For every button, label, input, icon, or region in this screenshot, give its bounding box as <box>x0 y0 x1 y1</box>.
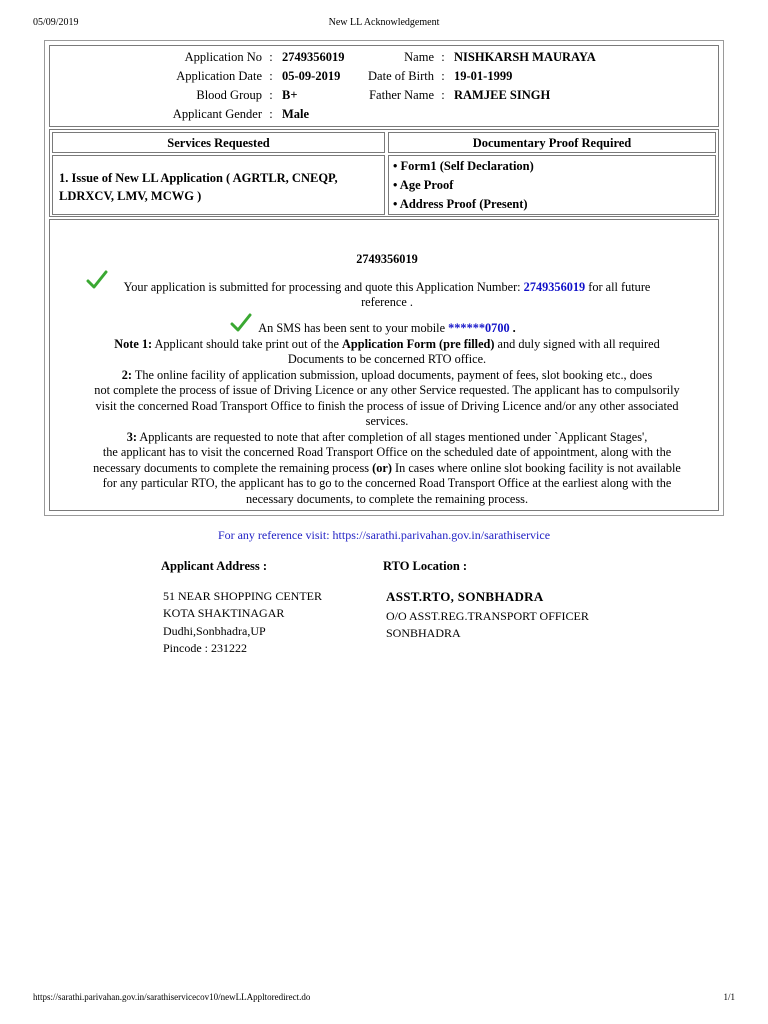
service-cell <box>52 155 385 215</box>
acknowledgement-container <box>44 40 724 516</box>
colon: : <box>269 50 273 64</box>
note2-label: 2: <box>121 368 132 382</box>
application-no-label: Application No <box>184 50 262 64</box>
father-name-label: Father Name <box>369 88 434 102</box>
note2-line4: services. <box>365 414 409 428</box>
dob-label: Date of Birth <box>368 69 434 83</box>
submit-text-end: for all future <box>585 280 651 294</box>
note2-line3: visit the concerned Road Transport Office to finish the process of issue of Driving Licence and/or any other associated <box>95 399 679 413</box>
gender-value: Male <box>282 107 310 121</box>
address-line: KOTA SHAKTINAGAR <box>163 606 285 620</box>
proof-cell <box>388 155 716 215</box>
documentary-proof-header: Documentary Proof Required <box>472 136 632 150</box>
submit-text: Your application is submitted for processing and quote this Application Number: <box>123 280 524 294</box>
sms-message <box>50 321 724 337</box>
gender-label: Applicant Gender <box>172 107 262 121</box>
app-number-heading: 2749356019 <box>356 252 418 266</box>
row-application-date <box>50 67 720 86</box>
colon: : <box>441 50 445 64</box>
submit-message-line2: reference . <box>361 295 413 309</box>
note1-text-end: and duly signed with all required <box>494 337 660 351</box>
applicant-address-heading: Applicant Address : <box>161 559 268 573</box>
note2-text: The online facility of application submission, upload documents, payment of fees, slot booking etc., does <box>132 368 653 382</box>
blood-group-value: B+ <box>282 88 298 102</box>
sms-text: An SMS has been sent to your mobile <box>258 321 449 335</box>
print-date: 05/09/2019 <box>33 17 79 28</box>
address-line: Pincode : 231222 <box>163 641 247 655</box>
name-value: NISHKARSH MAURAYA <box>454 50 596 64</box>
rto-address-line: SONBHADRA <box>386 626 461 640</box>
colon: : <box>269 88 273 102</box>
note3-text: necessary documents to complete the remaining process <box>93 461 373 475</box>
proof-item: • Form1 (Self Declaration) <box>393 159 534 173</box>
print-url: https://sarathi.parivahan.gov.in/sarathiservicecov10/newLLAppltoredirect.do <box>33 992 311 1002</box>
father-name-value: RAMJEE SINGH <box>454 88 551 102</box>
service-line-2: LDRXCV, LMV, MCWG ) <box>59 189 202 203</box>
reference-link[interactable]: For any reference visit: https://sarathi.parivahan.gov.in/sarathiservice <box>217 528 551 542</box>
row-application-no <box>50 48 720 67</box>
colon: : <box>269 69 273 83</box>
colon: : <box>269 107 273 121</box>
proof-header-cell <box>388 132 716 153</box>
colon: : <box>441 69 445 83</box>
note1-line1 <box>50 337 724 353</box>
note3-line2: the applicant has to visit the concerned Road Transport Office on the scheduled date of appointment, along with the <box>102 445 672 459</box>
application-date-label: Application Date <box>176 69 262 83</box>
note3-label: 3: <box>126 430 137 444</box>
note1-line2: Documents to be concerned RTO office. <box>287 352 487 366</box>
application-date-value: 05-09-2019 <box>282 69 341 83</box>
blood-group-label: Blood Group <box>196 88 262 102</box>
note3-or: (or) <box>372 461 392 475</box>
address-line: Dudhi,Sonbhadra,UP <box>163 624 266 638</box>
services-header-cell <box>52 132 385 153</box>
print-title: New LL Acknowledgement <box>328 17 440 28</box>
name-label: Name <box>404 50 434 64</box>
mobile-number: ******0700 <box>448 321 510 335</box>
message-box <box>49 219 719 511</box>
applicant-info-box <box>49 45 719 127</box>
page-number: 1/1 <box>723 992 735 1002</box>
rto-address-line: O/O ASST.REG.TRANSPORT OFFICER <box>386 609 589 623</box>
row-blood-group <box>50 86 720 105</box>
app-number-inline: 2749356019 <box>523 280 586 294</box>
note3-text-end: In cases where online slot booking facility is not available <box>391 461 681 475</box>
service-line-1: 1. Issue of New LL Application ( AGRTLR, CNEQP, <box>59 171 338 185</box>
note3-line4: for any particular RTO, the applicant has to go to the concerned Road Transport Office at the earliest along with the <box>102 476 672 490</box>
note1-label: Note 1: <box>114 337 153 351</box>
submit-message <box>50 280 724 296</box>
proof-item: • Age Proof <box>393 178 454 192</box>
services-requested-header: Services Requested <box>167 136 270 150</box>
note3-line5: necessary documents, to complete the remaining process. <box>245 492 529 506</box>
note3-line3 <box>50 461 724 477</box>
colon: : <box>441 88 445 102</box>
note1-text: Applicant should take print out of the <box>152 337 343 351</box>
note3-text: Applicants are requested to note that after completion of all stages mentioned under `Applicant Stages', <box>136 430 648 444</box>
services-table <box>49 129 719 217</box>
row-gender <box>50 105 720 124</box>
rto-name: ASST.RTO, SONBHADRA <box>386 589 544 604</box>
proof-item: • Address Proof (Present) <box>393 197 528 211</box>
note3-line1 <box>50 430 724 446</box>
dob-value: 19-01-1999 <box>454 69 513 83</box>
note1-bold: Application Form (pre filled) <box>342 337 495 351</box>
address-line: 51 NEAR SHOPPING CENTER <box>163 589 323 603</box>
sms-text-end: . <box>509 321 516 335</box>
note2-line2: not complete the process of issue of Driving Licence or any other Service requested. The applicant has to compulsorily <box>94 383 680 397</box>
rto-location-heading: RTO Location : <box>383 559 468 573</box>
application-no-value: 2749356019 <box>282 50 345 64</box>
note2-line1 <box>50 368 724 384</box>
